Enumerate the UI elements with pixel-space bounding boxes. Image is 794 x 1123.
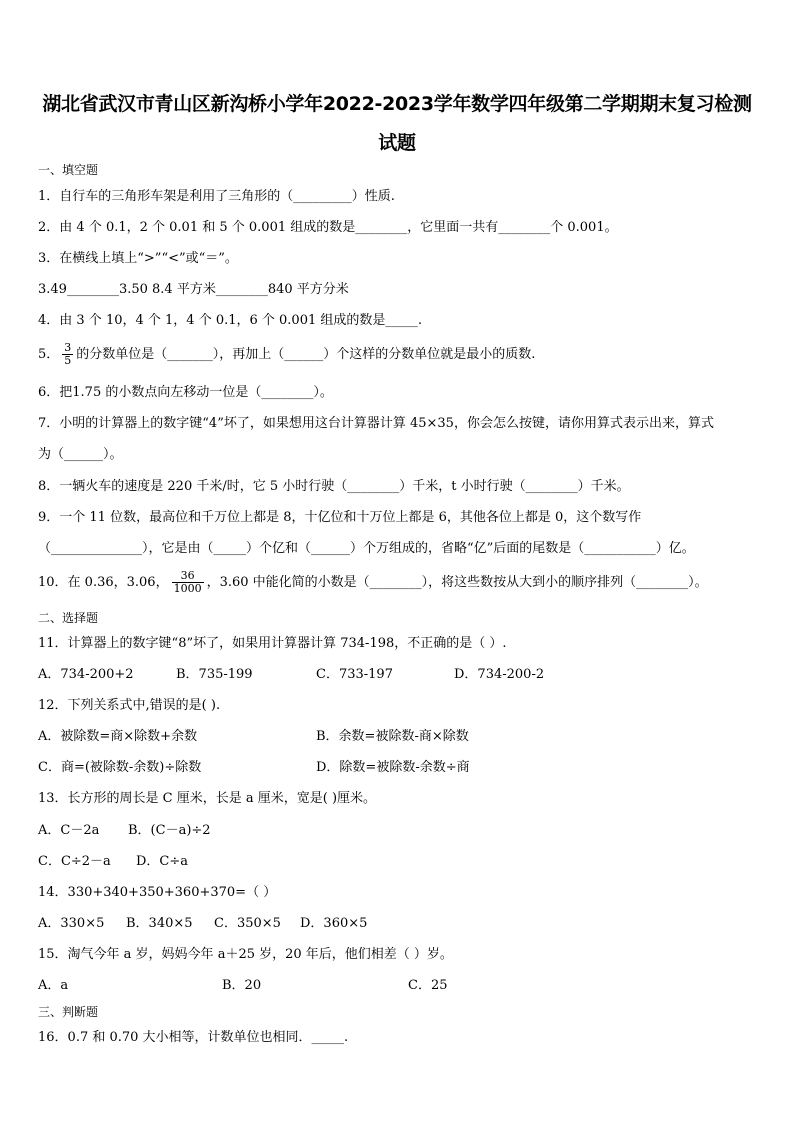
- question-1: 1．自行车的三角形车架是利用了三角形的（_________）性质.: [38, 189, 395, 204]
- option-14-a: A．330×5: [38, 916, 105, 931]
- question-8: 8．一辆火车的速度是 220 千米/时，它 5 小时行驶（________）千米，t 小时行驶（________）千米。: [38, 479, 630, 494]
- option-15-a: A．a: [38, 978, 69, 993]
- question-6: 6．把1.75 的小数点向左移动一位是（________）。: [38, 385, 333, 400]
- option-11-a: A．734-200+2: [38, 667, 134, 682]
- option-13-c: C．C÷2－a: [38, 854, 111, 869]
- option-13-b: B．(C－a)÷2: [128, 823, 211, 838]
- question-11: 11．计算器上的数字键“8”坏了，如果用计算器计算 734-198，不正确的是（ ）.: [38, 636, 507, 651]
- option-15-b: B．20: [222, 978, 262, 993]
- question-10-text: ，3.60 中能化简的小数是（________），将这些数按从大到小的顺序排列（________）。: [206, 575, 708, 590]
- option-12-b: B．余数=被除数-商×除数: [316, 729, 469, 744]
- page-title-line1: 湖北省武汉市青山区新沟桥小学年2022-2023学年数学四年级第二学期期末复习检测: [42, 93, 752, 115]
- question-9-line2: （______________），它是由（_____）个亿和（______）个万组成的，省略“亿”后面的尾数是（___________）亿。: [38, 541, 695, 556]
- question-9-line1: 9．一个 11 位数，最高位和千万位上都是 8，十亿位和十万位上都是 6，其他各位上都是 0，这个数写作: [38, 510, 642, 525]
- section-multiple-choice: 二、选择题: [38, 611, 99, 625]
- question-16: 16．0.7 和 0.70 大小相等，计数单位也相同．_____.: [38, 1030, 349, 1045]
- option-11-c: C．733-197: [316, 667, 393, 682]
- option-12-a: A．被除数=商×除数+余数: [38, 729, 198, 744]
- page-title-line2: 试题: [378, 132, 416, 154]
- fraction-numerator: 36: [172, 570, 204, 583]
- option-14-d: D．360×5: [300, 916, 368, 931]
- question-14: 14．330+340+350+360+370=（ ）: [38, 885, 277, 900]
- question-5-text: 的分数单位是（_______），再加上（______）个这样的分数单位就是最小的质数.: [76, 347, 536, 362]
- section-fill-in: 一、填空题: [38, 163, 99, 177]
- question-10: [38, 566, 708, 600]
- question-10-prefix: 10．在 0.36，3.06，: [38, 575, 169, 590]
- fraction-denominator: 1000: [173, 582, 202, 595]
- fraction-36-1000: [172, 570, 204, 595]
- question-7-line2: 为（______）。: [38, 447, 123, 462]
- question-5: [38, 340, 535, 370]
- question-4: 4．由 3 个 10，4 个 1，4 个 0.1，6 个 0.001 组成的数是_____.: [38, 313, 423, 328]
- question-7-line1: 7．小明的计算器上的数字键“4”坏了，如果想用这台计算器计算 45×35，你会怎么按键，请你用算式表示出来，算式: [38, 416, 714, 431]
- option-12-c: C．商=(被除数-余数)÷除数: [38, 760, 202, 775]
- option-13-a: A．C－2a: [38, 823, 100, 838]
- option-13-d: D．C÷a: [136, 854, 189, 869]
- question-13: 13．长方形的周长是 C 厘米，长是 a 厘米，宽是( )厘米。: [38, 791, 377, 806]
- option-14-c: C．350×5: [214, 916, 281, 931]
- question-3-items: 3.49________3.50 8.4 平方米________840 平方分米: [38, 282, 349, 297]
- option-11-d: D．734-200-2: [454, 667, 545, 682]
- question-12: 12．下列关系式中,错误的是( ).: [38, 698, 221, 713]
- option-14-b: B．340×5: [126, 916, 193, 931]
- fraction-numerator: 3: [64, 341, 72, 354]
- option-11-b: B．735-199: [176, 667, 253, 682]
- option-15-c: C．25: [408, 978, 448, 993]
- question-15: 15．淘气今年 a 岁，妈妈今年 a＋25 岁，20 年后，他们相差（ ）岁。: [38, 947, 453, 962]
- option-12-d: D．除数=被除数-余数÷商: [316, 760, 470, 775]
- fraction-3-5: [62, 342, 73, 367]
- question-5-number: 5．: [38, 347, 60, 362]
- fraction-denominator: 5: [64, 354, 72, 367]
- section-true-false: 三、判断题: [38, 1005, 99, 1019]
- question-2: 2．由 4 个 0.1，2 个 0.01 和 5 个 0.001 组成的数是________，它里面一共有________个 0.001。: [38, 220, 618, 235]
- question-3: 3．在横线上填上“>”“<”或“＝”。: [38, 251, 238, 266]
